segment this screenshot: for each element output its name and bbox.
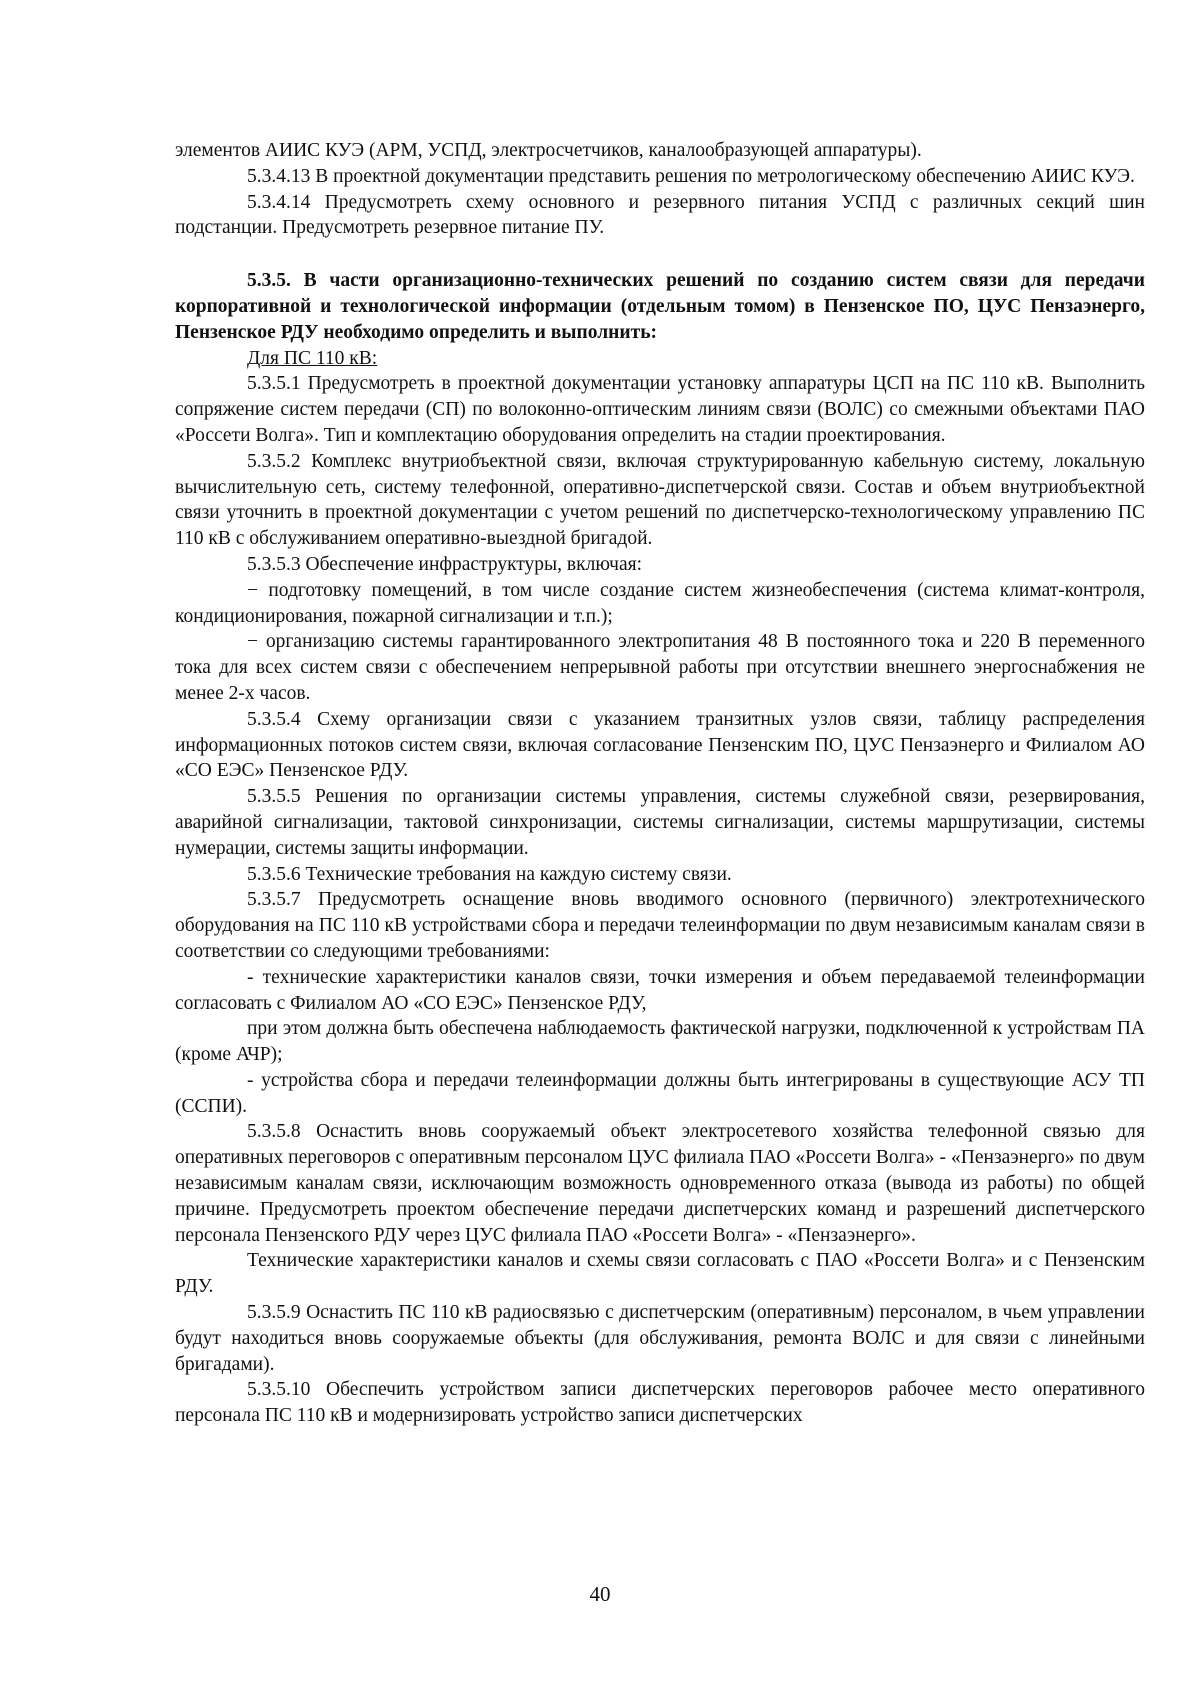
paragraph-continuation: элементов АИИС КУЭ (АРМ, УСПД, электросчетчиков, каналообразующей аппаратуры). bbox=[175, 140, 922, 161]
list-item-power-supply: − организацию системы гарантированного электропитания 48 В постоянного тока и 220 В переменного тока для всех систем связи с обеспечением непрерывной работы при отсутствии внешнего энергоснабжения не менее 2-х часов. bbox=[175, 631, 1145, 704]
paragraph-5-3-5-7: 5.3.5.7 Предусмотреть оснащение вновь вводимого основного (первичного) электротехнического оборудования на ПС 110 кВ устройствами сбора и передачи телеинформации по двум независимым каналам связи в соответствии со следующими требованиями: bbox=[175, 889, 1145, 962]
paragraph-channel-agreement: Технические характеристики каналов и схемы связи согласовать с ПАО «Россети Волга» и с Пензенским РДУ. bbox=[175, 1250, 1145, 1298]
paragraph-5-3-5-10: 5.3.5.10 Обеспечить устройством записи диспетчерских переговоров рабочее место оперативного персонала ПС 110 кВ и модернизировать устройство записи диспетчерских bbox=[175, 1379, 1145, 1427]
paragraph-5-3-5-6: 5.3.5.6 Технические требования на каждую систему связи. bbox=[247, 863, 732, 885]
paragraph-5-3-5-9: 5.3.5.9 Оснастить ПС 110 кВ радиосвязью с диспетчерским (оперативным) персоналом, в чьем управлении будут находиться вновь сооружаемые объекты (для обслуживания, ремонта ВОЛС и для связи с линейными бригадами). bbox=[175, 1302, 1145, 1375]
paragraph-5-3-5-1: 5.3.5.1 Предусмотреть в проектной документации установку аппаратуры ЦСП на ПС 110 кВ. Выполнить сопряжение систем передачи (СП) по волоконно-оптическим линиям связи (ВОЛС) со смежными объектами ПАО «Россети Волга». Тип и комплектацию оборудования определить на стадии проектирования. bbox=[175, 373, 1145, 446]
subheading-ps-110: Для ПС 110 кВ: bbox=[247, 347, 378, 369]
paragraph-spacer bbox=[175, 241, 1145, 268]
paragraph-5-3-5-3: 5.3.5.3 Обеспечение инфраструктуры, включая: bbox=[247, 553, 642, 575]
paragraph-5-3-5-8: 5.3.5.8 Оснастить вновь сооружаемый объект электросетевого хозяйства телефонной связью для оперативных переговоров с оперативным персоналом ЦУС филиала ПАО «Россети Волга» - «Пензаэнерго» по двум независимым каналам связи, исключающим возможность одновременного отказа (вывода из работы) по общей причине. Предусмотреть проектом обеспечение передачи диспетчерских команд и разрешений диспетчерского персонала Пензенского РДУ через ЦУС филиала ПАО «Россети Волга» - «Пензаэнерго». bbox=[175, 1121, 1145, 1246]
list-item-channel-specs: - технические характеристики каналов связи, точки измерения и объем передаваемой телеинформации согласовать с Филиалом АО «СО ЕЭС» Пензенское РДУ, bbox=[175, 966, 1145, 1014]
document-body bbox=[175, 138, 1145, 1429]
paragraph-5-3-5-5: 5.3.5.5 Решения по организации системы управления, системы служебной связи, резервирования, аварийной сигнализации, тактовой синхронизации, системы сигнализации, системы маршрутизации, системы нумерации, системы защиты информации. bbox=[175, 786, 1145, 859]
paragraph-5-3-4-14: 5.3.4.14 Предусмотреть схему основного и резервного питания УСПД с различных секций шин подстанции. Предусмотреть резервное питание ПУ. bbox=[175, 191, 1145, 239]
paragraph-5-3-5-4: 5.3.5.4 Схему организации связи с указанием транзитных узлов связи, таблицу распределения информационных потоков систем связи, включая согласование Пензенским ПО, ЦУС Пензаэнерго и Филиалом АО «СО ЕЭС» Пензенское РДУ. bbox=[175, 708, 1145, 782]
section-heading-5-3-5: 5.3.5. В части организационно-технических решений по созданию систем связи для передачи корпоративной и технологической информации (отдельным томом) в Пензенское ПО, ЦУС Пензаэнерго, Пензенское РДУ необходимо определить и выполнить: bbox=[175, 270, 1145, 343]
list-item-integration: - устройства сбора и передачи телеинформации должны быть интегрированы в существующие АСУ ТП (ССПИ). bbox=[175, 1069, 1145, 1117]
paragraph-5-3-5-2: 5.3.5.2 Комплекс внутриобъектной связи, включая структурированную кабельную систему, локальную вычислительную сеть, систему телефонной, оперативно-диспетчерской связи. Состав и объем внутриобъектной связи уточнить в проектной документации с учетом решений по диспетчерско-технологическому управлению ПС 110 кВ с обслуживанием оперативно-выездной бригадой. bbox=[175, 450, 1145, 550]
list-item-premises: − подготовку помещений, в том числе создание систем жизнеобеспечения (система климат-контроля, кондиционирования, пожарной сигнализации и т.п.); bbox=[175, 579, 1145, 627]
list-item-observability: при этом должна быть обеспечена наблюдаемость фактической нагрузки, подключенной к устройствам ПА (кроме АЧР); bbox=[175, 1018, 1145, 1066]
paragraph-5-3-4-13: 5.3.4.13 В проектной документации представить решения по метрологическому обеспечению АИИС КУЭ. bbox=[247, 165, 1135, 187]
page-number: 40 bbox=[589, 1582, 611, 1606]
